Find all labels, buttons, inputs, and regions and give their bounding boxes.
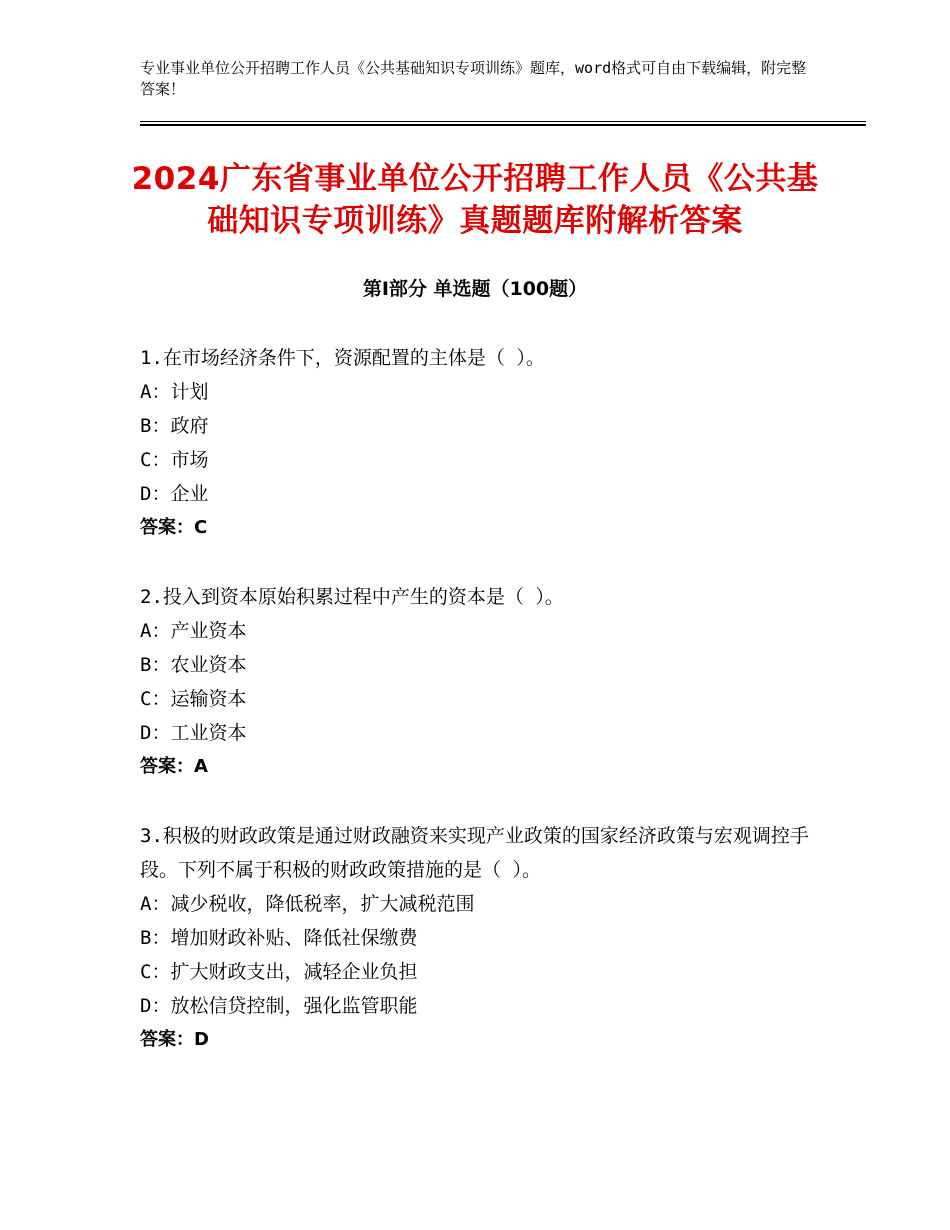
answer-line: 答案：D xyxy=(140,1029,209,1050)
option-c: C：扩大财政支出，减轻企业负担 xyxy=(140,961,418,983)
header-divider xyxy=(140,121,866,122)
option-c: C：运输资本 xyxy=(140,688,247,710)
question-1 xyxy=(140,341,810,545)
option-d: D：放松信贷控制，强化监管职能 xyxy=(140,995,418,1017)
option-b: B：政府 xyxy=(140,415,209,437)
answer-line: 答案：A xyxy=(140,756,208,777)
option-a: A：产业资本 xyxy=(140,620,247,642)
header-note: 专业事业单位公开招聘工作人员《公共基础知识专项训练》题库，word格式可自由下载编辑，附完整答案！ xyxy=(140,59,807,98)
option-b: B：增加财政补贴、降低社保缴费 xyxy=(140,927,418,949)
question-2 xyxy=(140,580,810,784)
option-a: A：减少税收，降低税率，扩大减税范围 xyxy=(140,893,475,915)
option-a: A：计划 xyxy=(140,381,209,403)
question-stem: 1.在市场经济条件下，资源配置的主体是（ ）。 xyxy=(140,347,545,369)
answer-line: 答案：C xyxy=(140,517,208,538)
section-heading: 第Ⅰ部分 单选题（100题） xyxy=(362,278,588,300)
header-divider-bold xyxy=(140,124,866,126)
question-stem: 2.投入到资本原始积累过程中产生的资本是（ ）。 xyxy=(140,586,564,608)
document-title: 2024广东省事业单位公开招聘工作人员《公共基础知识专项训练》真题题库附解析答案 xyxy=(131,161,819,239)
option-d: D：工业资本 xyxy=(140,722,247,744)
option-d: D：企业 xyxy=(140,483,209,505)
option-c: C：市场 xyxy=(140,449,209,471)
question-stem: 3.积极的财政政策是通过财政融资来实现产业政策的国家经济政策与宏观调控手段。下列不属于积极的财政政策措施的是（ ）。 xyxy=(140,825,809,881)
question-3 xyxy=(140,819,810,1057)
option-b: B：农业资本 xyxy=(140,654,247,676)
